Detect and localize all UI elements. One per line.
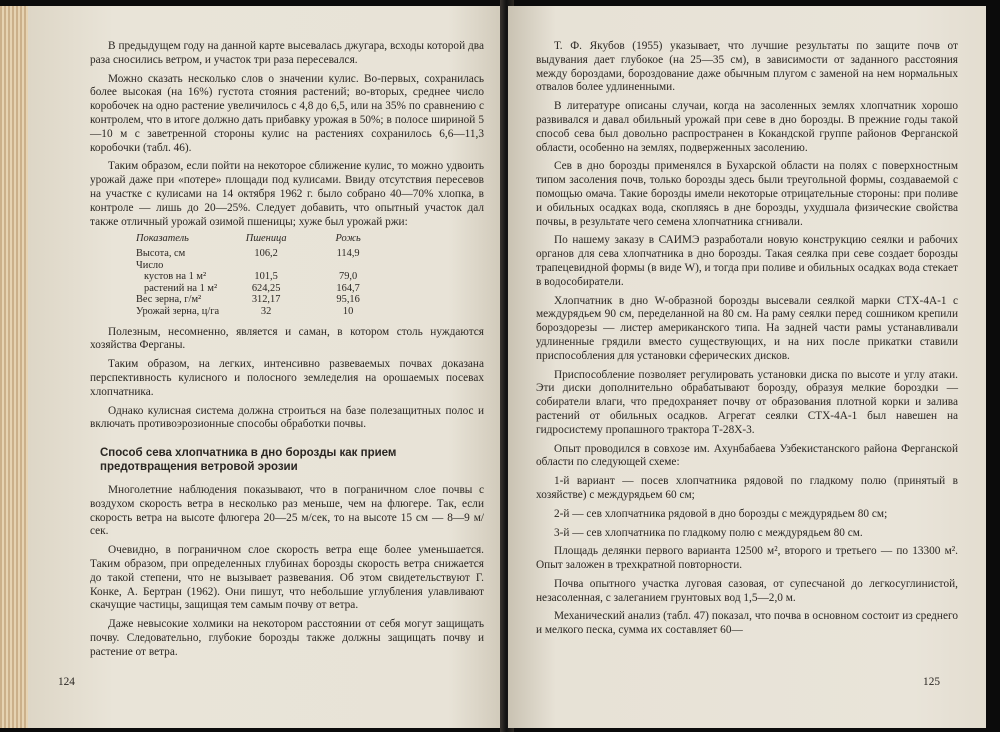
table-cell-label: Высота, см <box>136 247 186 259</box>
table-cell: 10 <box>342 305 354 317</box>
table-cell <box>307 260 389 272</box>
right-paragraph: Механический анализ (табл. 47) показал, что почва в основном состоит из среднего и мелкого песка, сумма их составляет 60— <box>536 610 958 637</box>
right-paragraph: Площадь делянки первого варианта 12500 м², второго и третьего — по 13300 м². Опыт заложен в трехкратной повторности. <box>536 545 958 572</box>
left-paragraph: В предыдущем году на данной карте высевалась джугара, всходы которой два раза сносились ветром, и участок три раза пересевался. <box>90 40 484 66</box>
table-header-row <box>130 233 389 248</box>
table-row <box>130 294 389 306</box>
left-paragraph: Многолетние наблюдения показывают, что в пограничном слое почвы с воздухом скорость ветра в несколько раз меньше, чем на флюгере. Так, если скорость ветра на высоте флюгера 20—25 м/сек, то на высоте 15 см — 8—9 м/сек. <box>90 484 484 538</box>
table-header: Пшеница <box>245 233 287 245</box>
table-cell: 95,16 <box>336 294 360 306</box>
table-cell-label: кустов на 1 м² <box>144 271 207 283</box>
left-paragraph: Даже невысокие холмики на некотором расстоянии от себя могут защищать почву. Следовательно, глубокие борозды также должны защищать почву и растение от ветра. <box>90 618 484 658</box>
table-header: Показатель <box>136 233 189 245</box>
right-paragraph: Сев в дно борозды применялся в Бухарской области на полях с поверхностным типом засоления почв, только борозды здесь были треугольной формы, создаваемой с помощью омача. Такие борозды имели некоторые отрицательные стороны: при поливе и обильных осадках вода, скопляясь в дне борозды, ухудшала физические свойства почвы, в результате чего семена хлопчатника сгнивали. <box>536 160 958 228</box>
table-cell: 114,9 <box>336 247 360 259</box>
right-paragraph: 3-й — сев хлопчатника по гладкому полю с междурядьем 80 см. <box>554 526 863 539</box>
table-cell: 106,2 <box>254 247 278 259</box>
left-paragraph: Полезным, несомненно, является и саман, в котором столь нуждаются хозяйства Ферганы. <box>90 325 484 352</box>
page-number: 125 <box>923 676 940 688</box>
right-paragraph: 1-й вариант — посев хлопчатника рядовой по гладкому полю (принятый в хозяйстве) с междурядьем 60 см; <box>536 475 958 501</box>
table-row <box>130 248 389 260</box>
table-row <box>130 306 389 318</box>
table-row <box>130 283 389 295</box>
left-page <box>28 6 506 728</box>
right-paragraph: 2-й — сев хлопчатника рядовой в дно борозды с междурядьем 80 см; <box>554 507 888 520</box>
table-cell: 101,5 <box>254 271 278 283</box>
left-paragraph: Таким образом, на легких, интенсивно развеваемых почвах доказана перспективность кулисного и полосного земледелия на орошаемых посевах хлопчатника. <box>90 358 484 398</box>
table-cell <box>225 260 307 272</box>
left-paragraph: Таким образом, если пойти на некоторое сближение кулис, то можно удвоить урожай даже при «потере» площади под кулисами. Ввиду отсутствия пересевов на участке с кулисами на 14 октября 1962 г. было собрано 40—70% хлопка, в контроле — лишь до 20—25%. Следует добавить, что опытный участок дал также отличный урожай озимой пшеницы; хуже был урожай ржи: <box>90 160 484 228</box>
table-row <box>130 271 389 283</box>
right-paragraph: Приспособление позволяет регулировать установки диска по высоте и углу атаки. Эти диски дополнительно обрабатывают борозду, образуя мелкие бороздки — собиратели влаги, что предохраняет почву от образования плотной корки и залива растений от обильных осадков. Агрегат сеялки СТХ-4А-1 был навешен на гидросистему пропашного трактора Т-28Х-3. <box>536 368 958 436</box>
table-cell: 624,25 <box>251 282 281 294</box>
right-paragraph: Почва опытного участка луговая сазовая, от супесчаной до легкосуглинистой, незасоленная, с залеганием грунтовых вод 1,5—2,0 м. <box>536 577 958 604</box>
page-edges <box>0 6 30 728</box>
right-paragraph: В литературе описаны случаи, когда на засоленных землях хлопчатник хорошо развивался и давал обильный урожай при севе в дно борозды. В прежние годы такой способ сева был довольно распространен в Кокандской группе районов Ферганской области, особенно на землях, подверженных засолению. <box>536 100 958 154</box>
right-page <box>508 6 986 728</box>
table-cell: 312,17 <box>251 294 281 306</box>
right-paragraph: Хлопчатник в дно W-образной борозды высевали сеялкой марки СТХ-4А-1 с междурядьем 90 см, переделанной на 80 см. На раму сеялки перед сошником крепили бороздорезы — листер американского типа. На задней части рамы устанавливали удлиненные грядили вместо существующих, и на них после прикатки ставили приспособления для установки сферических дисков. <box>536 294 958 362</box>
left-paragraph: Можно сказать несколько слов о значении кулис. Во-первых, сохранилась более высокая (на 16%) густота стояния растений; во-вторых, среднее число коробочек на одно растение увеличилось с 4,8 до 6,5, или на 35% по сравнению с контролем, что в итоге должно дать прибавку урожая в 50%; в полосе шириной 5—10 м с заветренной стороны кулис на растениях сохранилось 6,6—11,3 коробочки (табл. 46). <box>90 72 484 154</box>
right-paragraph: Т. Ф. Якубов (1955) указывает, что лучшие результаты по защите почв от выдувания дает глубокое (на 25—35 см), в зависимости от заданного расстояния между бороздами, бороздование даже обычным плугом с заменой на нем нормальных отвалов более удлиненными. <box>536 40 958 94</box>
table-header: Рожь <box>335 233 361 245</box>
section-heading: Способ сева хлопчатника в дно борозды как прием предотвращения ветровой эрозии <box>100 447 397 474</box>
table-cell: 32 <box>260 305 272 317</box>
left-paragraph: Однако кулисная система должна строиться на базе полезащитных полос и включать противоэрозионные способы обработки почвы. <box>90 404 484 431</box>
table-cell-label: Число <box>136 259 164 271</box>
left-paragraph: Очевидно, в пограничном слое скорость ветра еще более уменьшается. Таким образом, при определенных глубинах борозды скорость ветра снижается до такой степени, что не вызывает развевания. Об этом свидетельствуют Г. Конке, А. Бертран (1962). Они пишут, что небольшие углубления улавливают скачущие частицы, защищая тем самым почву от ветра. <box>90 544 484 612</box>
right-paragraph: Опыт проводился в совхозе им. Ахунбабаева Узбекистанского района Ферганской области по следующей схеме: <box>536 442 958 469</box>
table-row <box>130 260 389 272</box>
table-cell: 164,7 <box>336 282 360 294</box>
yield-table <box>130 233 389 317</box>
table-cell-label: Вес зерна, г/м² <box>136 294 202 306</box>
right-paragraph: По нашему заказу в САИМЭ разработали новую конструкцию сеялки и рабочих органов для сева хлопчатника в дно борозды. Такая сеялка при севе создает борозды трапецевидной формы (в виде W), и тогда при поливе и обильных осадках вода стекает в водособиратели. <box>536 234 958 288</box>
table-cell-label: растений на 1 м² <box>144 282 218 294</box>
page-number: 124 <box>58 676 75 688</box>
table-cell: 79,0 <box>339 271 358 283</box>
table-cell-label: Урожай зерна, ц/га <box>136 305 220 317</box>
